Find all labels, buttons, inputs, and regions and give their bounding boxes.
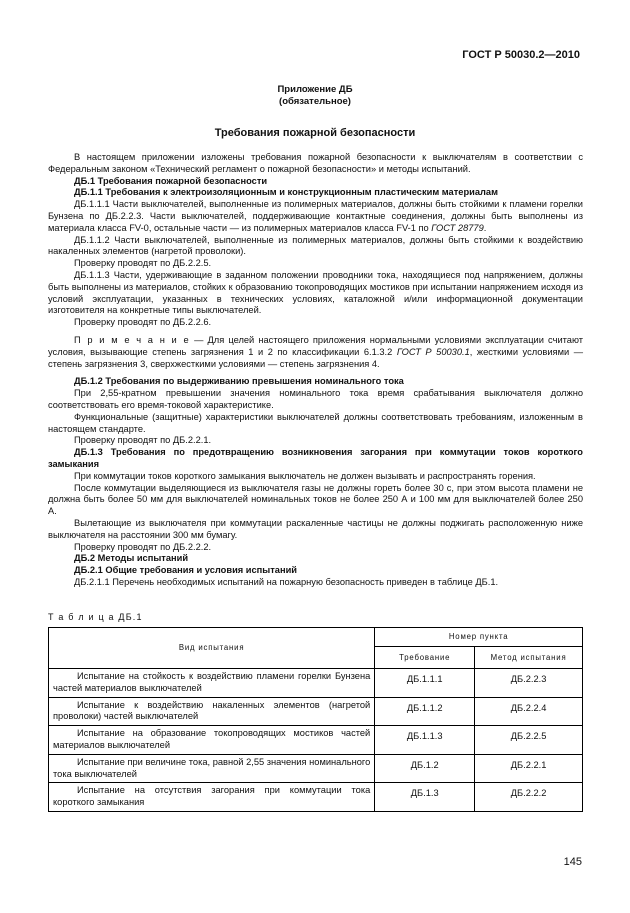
test-cell: Испытание к воздействию накаленных элементов (нагретой проволоки) частей выключателей [49,697,375,726]
section-db1-heading: ДБ.1 Требования пожарной безопасности [74,175,268,186]
section-db13-heading: ДБ.1.3 Требования по предотвращению возникновения загорания при коммутации токов короткого замыкания [48,447,583,469]
note-paragraph: П р и м е ч а н и е — Для целей настоящего приложения нормальными условиями эксплуатации считают условия, вызывающие степень загрязнения 1 и 2 по классификации 6.1.3.2 ГОСТ Р 50030.1, жесткими условиями — степень загрязнения 3, сверхжесткими условиями — степень загрязнения 4. [48,334,583,369]
paragraph-db13-b: После коммутации выделяющиеся из выключателя газы не должны гореть более 30 с, при этом высота пламени не должна быть более 50 мм для выключателей номинальных токов не более 250 А и 100 мм для выключателей более 250 А. [48,482,583,517]
method-cell: ДБ.2.2.2 [475,783,583,812]
standard-header: ГОСТ Р 50030.2—2010 [462,49,580,61]
table-row [49,783,583,812]
test-cell: Испытание на образование токопроводящих мостиков частей материалов выключателей [49,726,375,755]
check-paragraph: Проверку проводят по ДБ.2.2.1. [74,435,212,446]
table-row [49,726,583,755]
method-cell: ДБ.2.2.1 [475,754,583,783]
section-db12-heading: ДБ.1.2 Требования по выдерживанию превышения номинального тока [74,376,404,387]
paragraph-db13-a: При коммутации токов короткого замыкания выключатель не должен вызывать и распространять горения. [74,470,536,481]
check-paragraph: Проверку проводят по ДБ.2.2.6. [74,317,212,328]
paragraph-db112: ДБ.1.1.2 Части выключателей, выполненные из полимерных материалов, должны быть стойкими к воздействию накаленных элементов (нагретой проволоки). [48,234,583,257]
column-header-method: Метод испытания [475,647,583,669]
tests-table [48,627,583,812]
column-header-group: Номер пункта [375,628,583,647]
appendix-title: Приложение ДБ [277,84,353,95]
check-paragraph: Проверку проводят по ДБ.2.2.2. [74,541,212,552]
test-cell: Испытание на отсутствия загорания при коммутации тока короткого замыкания [49,783,375,812]
appendix-heading: Требования пожарной безопасности [214,127,416,139]
method-cell: ДБ.2.2.4 [475,697,583,726]
gost-reference: ГОСТ 28779 [431,222,484,233]
section-db11-heading: ДБ.1.1 Требования к электроизоляционным и конструкционным пластическим материалам [74,187,498,198]
note-label: П р и м е ч а н и е [74,334,190,345]
requirement-cell: ДБ.1.1.2 [375,697,475,726]
requirement-cell: ДБ.1.2 [375,754,475,783]
paragraph-db211: ДБ.2.1.1 Перечень необходимых испытаний на пожарную безопасность приведен в таблице ДБ.1. [74,576,499,587]
check-paragraph: Проверку проводят по ДБ.2.2.5. [74,258,212,269]
page-number: 145 [563,856,582,868]
requirement-cell: ДБ.1.3 [375,783,475,812]
table-row [49,669,583,698]
paragraph-db113: ДБ.1.1.3 Части, удерживающие в заданном положении проводники тока, находящиеся под напряжением, должны быть выполнены из материалов, стойких к образованию токопроводящих мостиков при испытании напряжением исходя из условий эксплуатации, указанных в технических условиях, каталожной и/или информационной документации изготовителя на конкретные типы выключателей. [48,269,583,316]
test-cell: Испытание при величине тока, равной 2,55 значения номинального тока выключателей [49,754,375,783]
column-header-requirement: Требование [375,647,475,669]
appendix-status: (обязательное) [279,96,351,107]
test-cell: Испытание на стойкость к воздействию пламени горелки Бунзена частей материалов выключателей [49,669,375,698]
table-label: Т а б л и ц а ДБ.1 [48,612,143,622]
section-db21-heading: ДБ.2.1 Общие требования и условия испытаний [74,565,298,576]
table-row [49,697,583,726]
paragraph-db12-b: Функциональные (защитные) характеристики выключателей должны соответствовать требованиям, изложенным в настоящем стандарте. [48,411,583,434]
requirement-cell: ДБ.1.1.3 [375,726,475,755]
method-cell: ДБ.2.2.5 [475,726,583,755]
paragraph-db111: ДБ.1.1.1 Части выключателей, выполненные из полимерных материалов, должны быть стойкими к пламени горелки Бунзена по ДБ.2.2.3. Части выключателей, поддерживающие контактные соединения, должны быть выполнены из материала класса FV-0, остальные части — из полимерных материалов класса FV-1 по ГОСТ 28779. [48,199,583,233]
paragraph-db12-a: При 2,55-кратном превышении значения номинального тока время срабатывания выключателя должно соответствовать его время-токовой характеристике. [48,388,583,410]
gost-reference: ГОСТ Р 50030.1 [396,346,470,357]
paragraph-db13-c: Вылетающие из выключателя при коммутации раскаленные частицы не должны поджигать расположенную ниже выключателя на расстоянии 300 мм бумагу. [48,517,583,540]
requirement-cell: ДБ.1.1.1 [375,669,475,698]
table-row [49,754,583,783]
intro-paragraph: В настоящем приложении изложены требования пожарной безопасности к выключателям в соответствии с Федеральным законом «Технический регламент о пожарной безопасности» и методы испытаний. [48,152,583,174]
section-db2-heading: ДБ.2 Методы испытаний [74,553,189,564]
column-header-test: Вид испытания [49,628,375,669]
method-cell: ДБ.2.2.3 [475,669,583,698]
document-body [48,152,583,589]
